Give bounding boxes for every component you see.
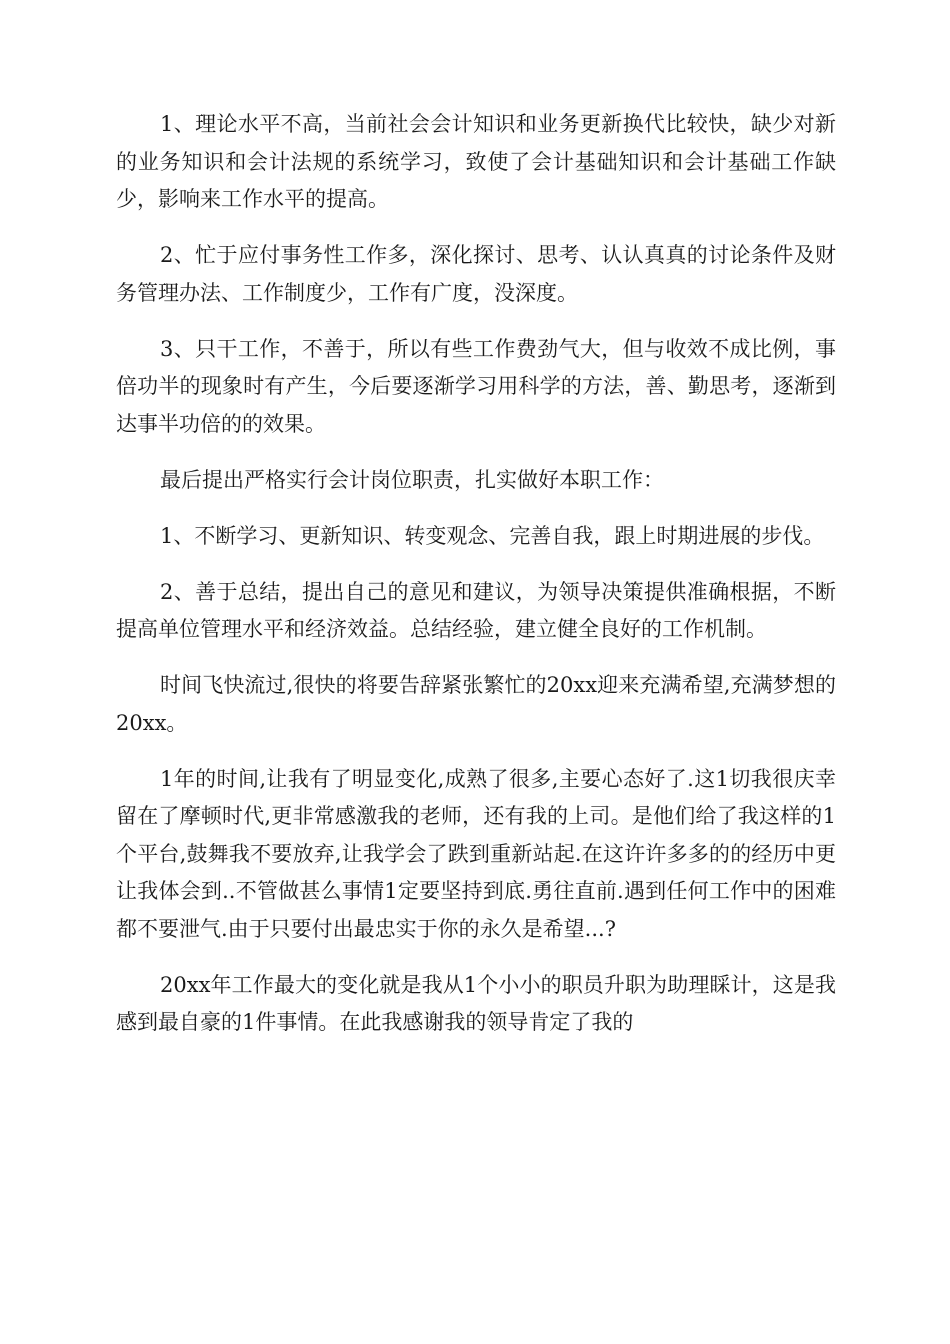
- paragraph-9: 20xx年工作最大的变化就是我从1个小小的职员升职为助理睬计，这是我感到最自豪的1件事情。在此我感谢我的领导肯定了我的: [116, 972, 836, 1034]
- paragraph-6: 2、善于总结，提出自己的意见和建议，为领导决策提供准确根据，不断提高单位管理水平和经济效益。总结经验，建立健全良好的工作机制。: [116, 579, 836, 641]
- paragraph-7: 时间飞快流过,很快的将要告辞紧张繁忙的20xx迎来充满希望,充满梦想的20xx。: [116, 673, 836, 735]
- paragraph-3: 3、只干工作，不善于，所以有些工作费劲气大，但与收效不成比例，事倍功半的现象时有产生，今后要逐渐学习用科学的方法，善、勤思考，逐渐到达事半功倍的的效果。: [116, 336, 836, 436]
- paragraph-8: 1年的时间,让我有了明显变化,成熟了很多,主要心态好了.这1切我很庆幸留在了摩顿时代,更非常感激我的老师，还有我的上司。是他们给了我这样的1个平台,鼓舞我不要放弃,让我学会了跌到重新站起.在这许许多多的的经历中更让我体会到..不管做甚么事情1定要坚持到底.勇往直前.遇到任何工作中的困难都不要泄气.由于只要付出最忠实于你的永久是希望...?: [116, 766, 836, 941]
- document-body: [116, 106, 836, 1060]
- paragraph-4: 最后提出严格实行会计岗位职责，扎实做好本职工作：: [160, 467, 664, 492]
- paragraph-1: 1、理论水平不高，当前社会会计知识和业务更新换代比较快，缺少对新的业务知识和会计法规的系统学习，致使了会计基础知识和会计基础工作缺少，影响来工作水平的提高。: [116, 112, 836, 211]
- paragraph-2: 2、忙于应付事务性工作多，深化探讨、思考、认认真真的讨论条件及财务管理办法、工作制度少，工作有广度，没深度。: [116, 243, 836, 305]
- paragraph-5: 1、不断学习、更新知识、转变观念、完善自我，跟上时期进展的步伐。: [160, 523, 825, 548]
